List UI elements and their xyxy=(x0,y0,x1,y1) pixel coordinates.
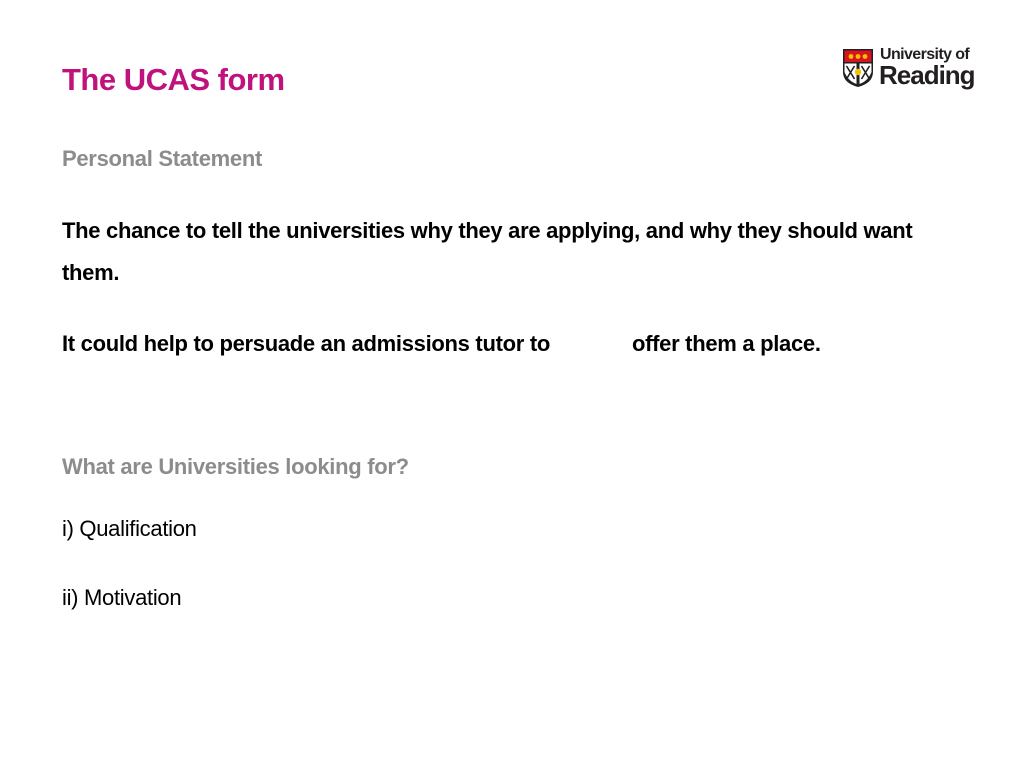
list-item-qualification: i) Qualification xyxy=(62,516,197,541)
paragraph-persuade-tutor xyxy=(62,331,821,357)
heading-personal-statement: Personal Statement xyxy=(62,146,263,171)
university-logo xyxy=(842,46,978,94)
paragraph-chance-to-tell: The chance to tell the universities why they are applying, and why they should want them. xyxy=(62,218,913,285)
list-item-motivation: ii) Motivation xyxy=(62,585,182,610)
paragraph-persuade-part1: It could help to persuade an admissions tutor to xyxy=(62,331,550,356)
crest-icon xyxy=(842,48,874,88)
paragraph-persuade-part2: offer them a place. xyxy=(631,331,821,356)
heading-universities-looking-for: What are Universities looking for? xyxy=(62,454,409,479)
logo-text-reading: Reading xyxy=(879,60,975,90)
logo-text-university-of: University of xyxy=(880,46,970,63)
slide-title: The UCAS form xyxy=(62,62,285,97)
